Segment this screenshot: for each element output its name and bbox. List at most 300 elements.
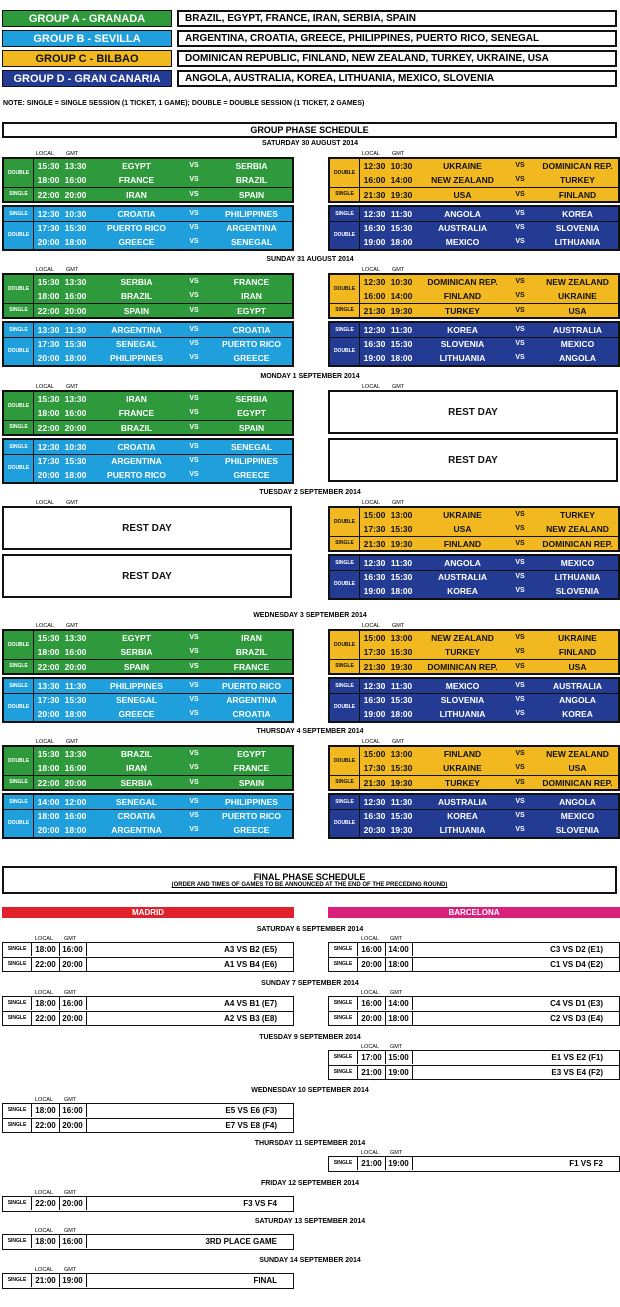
vs-label: VS bbox=[189, 750, 199, 757]
match-row bbox=[330, 351, 618, 365]
vs-label: VS bbox=[515, 238, 525, 245]
away-team: SLOVENIA bbox=[555, 586, 600, 596]
local-time: 20:00 bbox=[37, 237, 60, 247]
final-match-row bbox=[3, 1104, 293, 1118]
home-team: AUSTRALIA bbox=[437, 223, 488, 233]
match-row bbox=[330, 173, 618, 187]
away-team: USA bbox=[568, 763, 587, 773]
vs-label: VS bbox=[189, 191, 199, 198]
local-time: 20:00 bbox=[358, 1012, 386, 1025]
gmt-time: 16:00 bbox=[59, 943, 87, 956]
final-day-title: SUNDAY 7 SEPTEMBER 2014 bbox=[261, 980, 359, 987]
match-row bbox=[330, 631, 618, 645]
gmt-time: 18:00 bbox=[390, 709, 413, 719]
home-team: ARGENTINA bbox=[111, 325, 162, 335]
vs-label: VS bbox=[189, 443, 199, 450]
home-team: GREECE bbox=[118, 237, 155, 247]
away-team: SPAIN bbox=[238, 423, 265, 433]
local-header: LOCAL bbox=[361, 936, 380, 942]
home-team: CROATIA bbox=[117, 442, 156, 452]
gmt-time: 20:00 bbox=[64, 423, 87, 433]
vs-label: VS bbox=[515, 812, 525, 819]
home-team: UKRAINE bbox=[443, 510, 482, 520]
local-time: 15:00 bbox=[363, 633, 386, 643]
double-session-label: DOUBLE bbox=[330, 631, 360, 659]
vs-label: VS bbox=[189, 648, 199, 655]
home-team: ARGENTINA bbox=[111, 825, 162, 835]
local-header: LOCAL bbox=[35, 1228, 54, 1234]
home-team: IRAN bbox=[126, 190, 147, 200]
gmt-time: 19:00 bbox=[385, 1066, 413, 1079]
vs-label: VS bbox=[515, 307, 525, 314]
gmt-header: GMT bbox=[392, 151, 405, 157]
local-time: 20:30 bbox=[363, 825, 386, 835]
final-match-box bbox=[2, 1103, 294, 1133]
vs-label: VS bbox=[515, 340, 525, 347]
away-team: MEXICO bbox=[560, 339, 595, 349]
vs-label: VS bbox=[515, 176, 525, 183]
local-time: 16:00 bbox=[363, 175, 386, 185]
away-team: IRAN bbox=[241, 633, 262, 643]
local-time: 18:00 bbox=[37, 763, 60, 773]
double-session-label: DOUBLE bbox=[330, 221, 360, 249]
gmt-time: 18:00 bbox=[64, 237, 87, 247]
rest-day-box: REST DAY bbox=[2, 554, 292, 598]
gmt-time: 13:00 bbox=[390, 749, 413, 759]
home-team: FINLAND bbox=[443, 291, 482, 301]
away-team: NEW ZEALAND bbox=[546, 524, 609, 534]
final-match-box bbox=[328, 942, 620, 972]
gmt-time: 18:00 bbox=[64, 353, 87, 363]
local-time: 18:00 bbox=[37, 291, 60, 301]
local-time: 17:30 bbox=[37, 339, 60, 349]
local-time: 22:00 bbox=[37, 190, 60, 200]
local-time: 12:30 bbox=[363, 209, 386, 219]
match-row bbox=[330, 570, 618, 584]
match-row bbox=[4, 775, 292, 790]
matchup: A3 VS B2 (E5) bbox=[224, 945, 277, 954]
local-time: 21:30 bbox=[363, 306, 386, 316]
away-team: EGYPT bbox=[237, 306, 266, 316]
madrid-bar: MADRID bbox=[2, 907, 294, 918]
double-session-label: DOUBLE bbox=[4, 631, 34, 659]
vs-label: VS bbox=[189, 340, 199, 347]
local-header: LOCAL bbox=[35, 1190, 54, 1196]
double-session-label: DOUBLE bbox=[330, 159, 360, 187]
double-session-label: DOUBLE bbox=[4, 809, 34, 837]
day-title: MONDAY 1 SEPTEMBER 2014 bbox=[260, 373, 360, 380]
double-session-label: DOUBLE bbox=[330, 693, 360, 721]
matchup: A2 VS B3 (E8) bbox=[224, 1014, 277, 1023]
match-block-group-b bbox=[2, 677, 294, 723]
local-time: 12:30 bbox=[363, 161, 386, 171]
home-team: SERBIA bbox=[120, 778, 153, 788]
gmt-time: 19:30 bbox=[390, 825, 413, 835]
match-block-group-d bbox=[328, 793, 620, 839]
final-day-title: SATURDAY 6 SEPTEMBER 2014 bbox=[256, 926, 364, 933]
matchup: C4 VS D1 (E3) bbox=[550, 999, 603, 1008]
away-team: KOREA bbox=[562, 709, 593, 719]
away-team: FINLAND bbox=[558, 190, 597, 200]
double-session-label: DOUBLE bbox=[330, 275, 360, 303]
away-team: CROATIA bbox=[232, 709, 271, 719]
single-session-label: SINGLE bbox=[330, 323, 360, 337]
match-row bbox=[330, 522, 618, 536]
vs-label: VS bbox=[189, 176, 199, 183]
away-team: SPAIN bbox=[238, 190, 265, 200]
matchup: A1 VS B4 (E6) bbox=[224, 960, 277, 969]
vs-label: VS bbox=[515, 710, 525, 717]
gmt-header: GMT bbox=[64, 1097, 77, 1103]
local-time: 12:30 bbox=[363, 277, 386, 287]
gmt-time: 19:30 bbox=[390, 662, 413, 672]
gmt-time: 18:00 bbox=[64, 825, 87, 835]
local-time: 21:30 bbox=[363, 778, 386, 788]
local-time: 16:00 bbox=[363, 291, 386, 301]
vs-label: VS bbox=[515, 682, 525, 689]
local-header: LOCAL bbox=[36, 151, 55, 157]
match-block-group-d bbox=[328, 205, 620, 251]
double-session-label: DOUBLE bbox=[330, 809, 360, 837]
away-team: BRAZIL bbox=[235, 647, 268, 657]
match-row bbox=[4, 440, 292, 455]
local-time: 20:00 bbox=[37, 709, 60, 719]
gmt-time: 15:30 bbox=[64, 456, 87, 466]
gmt-time: 20:00 bbox=[64, 306, 87, 316]
local-time: 18:00 bbox=[37, 647, 60, 657]
final-match-row bbox=[329, 1065, 619, 1079]
single-session-label: SINGLE bbox=[3, 943, 32, 956]
home-team: UKRAINE bbox=[443, 763, 482, 773]
single-session-label: SINGLE bbox=[330, 795, 360, 809]
vs-label: VS bbox=[189, 292, 199, 299]
match-block-group-c bbox=[328, 157, 620, 203]
match-row bbox=[4, 659, 292, 674]
home-team: TURKEY bbox=[445, 306, 480, 316]
local-time: 12:30 bbox=[37, 209, 60, 219]
vs-label: VS bbox=[515, 634, 525, 641]
match-block-group-b bbox=[2, 793, 294, 839]
local-header: LOCAL bbox=[36, 500, 55, 506]
single-session-label: SINGLE bbox=[4, 207, 34, 221]
single-session-label: SINGLE bbox=[329, 958, 358, 971]
home-team: SENEGAL bbox=[115, 339, 158, 349]
vs-label: VS bbox=[189, 354, 199, 361]
single-session-label: SINGLE bbox=[330, 207, 360, 221]
gmt-time: 16:00 bbox=[64, 811, 87, 821]
gmt-header: GMT bbox=[392, 739, 405, 745]
single-session-label: SINGLE bbox=[329, 1066, 358, 1079]
local-header: LOCAL bbox=[362, 500, 381, 506]
group-d-teams: ANGOLA, AUSTRALIA, KOREA, LITHUANIA, MEXICO, SLOVENIA bbox=[177, 70, 617, 87]
home-team: BRAZIL bbox=[120, 423, 153, 433]
double-session-label: DOUBLE bbox=[330, 747, 360, 775]
gmt-time: 15:30 bbox=[390, 339, 413, 349]
gmt-time: 18:00 bbox=[390, 237, 413, 247]
away-team: FRANCE bbox=[233, 662, 270, 672]
vs-label: VS bbox=[515, 779, 525, 786]
local-time: 18:00 bbox=[32, 943, 60, 956]
home-team: TURKEY bbox=[445, 647, 480, 657]
match-row bbox=[330, 221, 618, 235]
final-phase-subtitle: (ORDER AND TIMES OF GAMES TO BE ANNOUNCED AT THE END OF THE PRECEDING ROUND) bbox=[171, 882, 448, 888]
final-match-row bbox=[3, 1011, 293, 1025]
gmt-time: 20:00 bbox=[59, 1012, 87, 1025]
gmt-time: 18:00 bbox=[390, 353, 413, 363]
match-row bbox=[4, 159, 292, 173]
rest-day-box: REST DAY bbox=[328, 438, 618, 482]
match-row bbox=[330, 823, 618, 837]
final-match-row bbox=[329, 1051, 619, 1065]
group-c-row bbox=[2, 50, 617, 67]
match-row bbox=[4, 795, 292, 810]
local-header: LOCAL bbox=[361, 990, 380, 996]
match-row bbox=[4, 823, 292, 837]
double-session-label: DOUBLE bbox=[4, 392, 34, 420]
matchup: 3RD PLACE GAME bbox=[205, 1237, 277, 1246]
home-team: ANGOLA bbox=[444, 558, 481, 568]
matchup: E7 VS E8 (F4) bbox=[225, 1121, 277, 1130]
vs-label: VS bbox=[189, 162, 199, 169]
local-time: 15:30 bbox=[37, 394, 60, 404]
match-row bbox=[330, 187, 618, 202]
away-team: MEXICO bbox=[560, 558, 595, 568]
local-time: 20:00 bbox=[358, 958, 386, 971]
day-title: THURSDAY 4 SEPTEMBER 2014 bbox=[256, 728, 364, 735]
match-row bbox=[330, 508, 618, 522]
final-day-title: FRIDAY 12 SEPTEMBER 2014 bbox=[260, 1180, 360, 1187]
local-header: LOCAL bbox=[362, 384, 381, 390]
match-row bbox=[330, 337, 618, 351]
gmt-time: 15:30 bbox=[390, 811, 413, 821]
gmt-time: 18:00 bbox=[385, 1012, 413, 1025]
group-a-row bbox=[2, 10, 617, 27]
final-day-title: SUNDAY 14 SEPTEMBER 2014 bbox=[259, 1257, 361, 1264]
local-time: 18:00 bbox=[37, 175, 60, 185]
away-team: AUSTRALIA bbox=[552, 325, 603, 335]
local-time: 22:00 bbox=[37, 306, 60, 316]
home-team: SERBIA bbox=[120, 277, 153, 287]
local-time: 20:00 bbox=[37, 353, 60, 363]
match-row bbox=[4, 207, 292, 222]
single-session-label: SINGLE bbox=[330, 187, 360, 201]
final-match-row bbox=[329, 957, 619, 971]
local-header: LOCAL bbox=[362, 267, 381, 273]
vs-label: VS bbox=[515, 224, 525, 231]
double-session-label: DOUBLE bbox=[4, 221, 34, 249]
home-team: CROATIA bbox=[117, 209, 156, 219]
final-match-row bbox=[3, 957, 293, 971]
local-time: 21:00 bbox=[32, 1274, 60, 1287]
match-row bbox=[4, 761, 292, 775]
home-team: AUSTRALIA bbox=[437, 797, 488, 807]
final-match-box bbox=[328, 1156, 620, 1172]
local-time: 12:30 bbox=[363, 558, 386, 568]
match-row bbox=[4, 289, 292, 303]
match-row bbox=[4, 645, 292, 659]
vs-label: VS bbox=[515, 663, 525, 670]
gmt-time: 15:30 bbox=[390, 647, 413, 657]
gmt-time: 16:00 bbox=[64, 763, 87, 773]
session-note: NOTE: SINGLE = SINGLE SESSION (1 TICKET, 1 GAME); DOUBLE = DOUBLE SESSION (1 TICKET, 2 GAMES) bbox=[3, 100, 365, 107]
gmt-header: GMT bbox=[390, 990, 403, 996]
gmt-header: GMT bbox=[64, 990, 77, 996]
final-match-row bbox=[3, 1197, 293, 1211]
home-team: FRANCE bbox=[118, 175, 155, 185]
local-time: 21:00 bbox=[358, 1066, 386, 1079]
away-team: ARGENTINA bbox=[226, 695, 277, 705]
gmt-time: 16:00 bbox=[59, 1104, 87, 1117]
match-row bbox=[4, 468, 292, 482]
gmt-time: 18:00 bbox=[64, 709, 87, 719]
vs-label: VS bbox=[189, 663, 199, 670]
rest-day-box: REST DAY bbox=[2, 506, 292, 550]
gmt-time: 16:00 bbox=[64, 408, 87, 418]
gmt-time: 15:00 bbox=[385, 1051, 413, 1064]
home-team: IRAN bbox=[126, 394, 147, 404]
single-session-label: SINGLE bbox=[3, 1119, 32, 1132]
local-header: LOCAL bbox=[35, 1267, 54, 1273]
match-block-group-d bbox=[328, 321, 620, 367]
match-row bbox=[4, 420, 292, 435]
final-match-row bbox=[329, 1011, 619, 1025]
local-time: 18:00 bbox=[32, 1235, 60, 1248]
local-time: 18:00 bbox=[32, 1104, 60, 1117]
local-time: 19:00 bbox=[363, 586, 386, 596]
local-header: LOCAL bbox=[35, 936, 54, 942]
match-row bbox=[4, 303, 292, 318]
away-team: SPAIN bbox=[238, 778, 265, 788]
match-row bbox=[4, 747, 292, 761]
away-team: SLOVENIA bbox=[555, 223, 600, 233]
match-block-group-a bbox=[2, 390, 294, 436]
home-team: DOMINICAN REP. bbox=[427, 662, 498, 672]
match-row bbox=[330, 659, 618, 674]
vs-label: VS bbox=[189, 779, 199, 786]
gmt-time: 11:30 bbox=[390, 681, 413, 691]
away-team: NEW ZEALAND bbox=[546, 749, 609, 759]
local-time: 16:30 bbox=[363, 223, 386, 233]
away-team: GREECE bbox=[233, 353, 270, 363]
double-session-label: DOUBLE bbox=[4, 693, 34, 721]
home-team: NEW ZEALAND bbox=[431, 633, 494, 643]
gmt-time: 16:00 bbox=[64, 647, 87, 657]
double-session-label: DOUBLE bbox=[330, 570, 360, 598]
group-b-label: GROUP B - SEVILLA bbox=[2, 30, 172, 47]
gmt-header: GMT bbox=[66, 500, 79, 506]
local-time: 22:00 bbox=[37, 423, 60, 433]
group-a-teams: BRAZIL, EGYPT, FRANCE, IRAN, SERBIA, SPAIN bbox=[177, 10, 617, 27]
match-block-group-b bbox=[2, 321, 294, 367]
away-team: PUERTO RICO bbox=[222, 811, 281, 821]
single-session-label: SINGLE bbox=[330, 303, 360, 317]
matchup: F1 VS F2 bbox=[569, 1159, 603, 1168]
single-session-label: SINGLE bbox=[4, 187, 34, 201]
gmt-time: 19:30 bbox=[390, 306, 413, 316]
gmt-header: GMT bbox=[390, 936, 403, 942]
group-phase-title: GROUP PHASE SCHEDULE bbox=[2, 122, 617, 138]
match-row bbox=[4, 187, 292, 202]
local-time: 13:30 bbox=[37, 681, 60, 691]
local-time: 15:30 bbox=[37, 277, 60, 287]
gmt-time: 15:30 bbox=[64, 695, 87, 705]
matchup: C1 VS D4 (E2) bbox=[550, 960, 603, 969]
match-row bbox=[330, 207, 618, 222]
gmt-time: 13:00 bbox=[390, 633, 413, 643]
home-team: NEW ZEALAND bbox=[431, 175, 494, 185]
local-time: 22:00 bbox=[32, 1012, 60, 1025]
match-row bbox=[4, 323, 292, 338]
final-match-box bbox=[2, 1273, 294, 1289]
away-team: PUERTO RICO bbox=[222, 339, 281, 349]
vs-label: VS bbox=[515, 750, 525, 757]
match-row bbox=[330, 159, 618, 173]
final-day-title: THURSDAY 11 SEPTEMBER 2014 bbox=[254, 1140, 366, 1147]
match-block-group-c bbox=[328, 506, 620, 552]
match-row bbox=[4, 173, 292, 187]
local-time: 16:30 bbox=[363, 811, 386, 821]
group-d-label: GROUP D - GRAN CANARIA bbox=[2, 70, 172, 87]
gmt-header: GMT bbox=[392, 500, 405, 506]
gmt-header: GMT bbox=[66, 267, 79, 273]
away-team: SERBIA bbox=[235, 161, 268, 171]
gmt-time: 13:30 bbox=[64, 633, 87, 643]
single-session-label: SINGLE bbox=[3, 1274, 32, 1287]
gmt-time: 20:00 bbox=[59, 958, 87, 971]
gmt-time: 11:30 bbox=[64, 325, 87, 335]
vs-label: VS bbox=[189, 210, 199, 217]
match-block-group-c bbox=[328, 745, 620, 791]
gmt-time: 20:00 bbox=[59, 1119, 87, 1132]
matchup: F3 VS F4 bbox=[243, 1199, 277, 1208]
vs-label: VS bbox=[189, 238, 199, 245]
gmt-time: 14:00 bbox=[390, 175, 413, 185]
home-team: PUERTO RICO bbox=[107, 470, 166, 480]
away-team: UKRAINE bbox=[558, 291, 597, 301]
local-time: 16:30 bbox=[363, 339, 386, 349]
gmt-time: 19:00 bbox=[59, 1274, 87, 1287]
vs-label: VS bbox=[515, 573, 525, 580]
away-team: FRANCE bbox=[233, 277, 270, 287]
match-row bbox=[330, 707, 618, 721]
local-time: 22:00 bbox=[32, 1119, 60, 1132]
gmt-time: 16:00 bbox=[59, 1235, 87, 1248]
home-team: IRAN bbox=[126, 763, 147, 773]
single-session-label: SINGLE bbox=[3, 1235, 32, 1248]
match-row bbox=[330, 303, 618, 318]
match-block-group-a bbox=[2, 629, 294, 675]
matchup: C3 VS D2 (E1) bbox=[550, 945, 603, 954]
single-session-label: SINGLE bbox=[4, 323, 34, 337]
away-team: PHILIPPINES bbox=[225, 456, 278, 466]
gmt-time: 10:30 bbox=[390, 161, 413, 171]
group-c-label: GROUP C - BILBAO bbox=[2, 50, 172, 67]
vs-label: VS bbox=[515, 354, 525, 361]
local-header: LOCAL bbox=[362, 739, 381, 745]
home-team: GREECE bbox=[118, 709, 155, 719]
local-header: LOCAL bbox=[36, 739, 55, 745]
local-time: 15:00 bbox=[363, 510, 386, 520]
local-time: 21:30 bbox=[363, 662, 386, 672]
home-team: USA bbox=[453, 190, 472, 200]
match-row bbox=[4, 392, 292, 406]
vs-label: VS bbox=[189, 326, 199, 333]
final-match-row bbox=[329, 997, 619, 1011]
gmt-time: 13:30 bbox=[64, 394, 87, 404]
gmt-header: GMT bbox=[66, 739, 79, 745]
gmt-time: 15:30 bbox=[390, 223, 413, 233]
local-time: 15:30 bbox=[37, 161, 60, 171]
